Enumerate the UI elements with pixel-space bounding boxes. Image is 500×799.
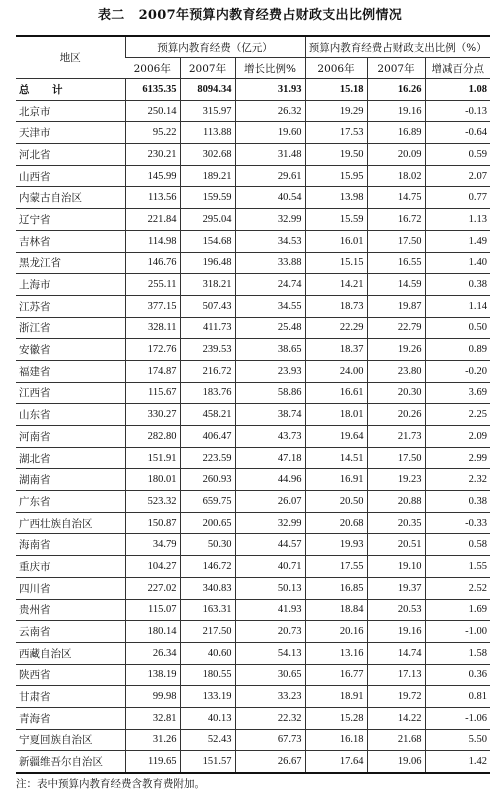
region-cell: 北京市 [16, 100, 125, 122]
value-cell: 26.32 [235, 100, 305, 122]
region-cell: 上海市 [16, 274, 125, 296]
value-cell: 315.97 [180, 100, 235, 122]
value-cell: -1.06 [425, 707, 490, 729]
header-budget-2006: 2006年 [125, 58, 180, 79]
value-cell: 19.23 [367, 469, 425, 491]
value-cell: 659.75 [180, 491, 235, 513]
table-row [16, 230, 490, 252]
value-cell: 19.93 [305, 534, 367, 556]
table-title [0, 4, 500, 23]
value-cell: 17.64 [305, 751, 367, 773]
value-cell: 172.76 [125, 339, 180, 361]
value-cell: 2.52 [425, 577, 490, 599]
value-cell: 20.88 [367, 491, 425, 513]
region-cell: 云南省 [16, 621, 125, 643]
value-cell: 19.16 [367, 100, 425, 122]
value-cell: 67.73 [235, 729, 305, 751]
value-cell: 20.09 [367, 144, 425, 166]
value-cell: 0.38 [425, 274, 490, 296]
header-row-1 [16, 36, 490, 58]
value-cell: 19.64 [305, 426, 367, 448]
value-cell: 330.27 [125, 404, 180, 426]
value-cell: 50.30 [180, 534, 235, 556]
value-cell: 20.26 [367, 404, 425, 426]
value-cell: 34.79 [125, 534, 180, 556]
value-cell: 26.07 [235, 491, 305, 513]
value-cell: 13.16 [305, 642, 367, 664]
value-cell: -0.20 [425, 360, 490, 382]
value-cell: 31.93 [235, 79, 305, 101]
value-cell: 19.37 [367, 577, 425, 599]
region-cell: 甘肃省 [16, 686, 125, 708]
value-cell: 20.30 [367, 382, 425, 404]
table-row [16, 534, 490, 556]
region-cell: 黑龙江省 [16, 252, 125, 274]
value-cell: 0.89 [425, 339, 490, 361]
region-cell: 四川省 [16, 577, 125, 599]
value-cell: 32.99 [235, 209, 305, 231]
region-cell: 海南省 [16, 534, 125, 556]
value-cell: 1.42 [425, 751, 490, 773]
value-cell: 15.15 [305, 252, 367, 274]
value-cell: 1.14 [425, 295, 490, 317]
value-cell: 458.21 [180, 404, 235, 426]
header-budget-group: 预算内教育经费（亿元） [125, 36, 305, 58]
value-cell: 25.48 [235, 317, 305, 339]
value-cell: 33.23 [235, 686, 305, 708]
table-row [16, 252, 490, 274]
value-cell: 16.85 [305, 577, 367, 599]
value-cell: 16.01 [305, 230, 367, 252]
table-row [16, 729, 490, 751]
table-row [16, 426, 490, 448]
table-row [16, 382, 490, 404]
header-ratio-group: 预算内教育经费占财政支出比例（%） [305, 36, 490, 58]
value-cell: 19.29 [305, 100, 367, 122]
value-cell: 115.07 [125, 599, 180, 621]
value-cell: -0.64 [425, 122, 490, 144]
table-row [16, 100, 490, 122]
value-cell: 1.55 [425, 556, 490, 578]
value-cell: 38.74 [235, 404, 305, 426]
value-cell: 377.15 [125, 295, 180, 317]
value-cell: 20.51 [367, 534, 425, 556]
value-cell: 17.50 [367, 447, 425, 469]
table-body [16, 79, 490, 774]
value-cell: 2.99 [425, 447, 490, 469]
header-budget-growth: 增长比例% [235, 58, 305, 79]
value-cell: 255.11 [125, 274, 180, 296]
table-row [16, 339, 490, 361]
value-cell: 23.80 [367, 360, 425, 382]
value-cell: 18.01 [305, 404, 367, 426]
value-cell: 180.14 [125, 621, 180, 643]
value-cell: 43.73 [235, 426, 305, 448]
value-cell: 20.53 [367, 599, 425, 621]
value-cell: 159.59 [180, 187, 235, 209]
region-cell: 河北省 [16, 144, 125, 166]
value-cell: 138.19 [125, 664, 180, 686]
value-cell: 146.76 [125, 252, 180, 274]
value-cell: 0.81 [425, 686, 490, 708]
value-cell: 1.08 [425, 79, 490, 101]
region-cell: 青海省 [16, 707, 125, 729]
value-cell: 0.36 [425, 664, 490, 686]
value-cell: 22.79 [367, 317, 425, 339]
region-cell: 宁夏回族自治区 [16, 729, 125, 751]
value-cell: 318.21 [180, 274, 235, 296]
region-cell: 广东省 [16, 491, 125, 513]
value-cell: 411.73 [180, 317, 235, 339]
value-cell: 115.67 [125, 382, 180, 404]
value-cell: 17.50 [367, 230, 425, 252]
table-row [16, 295, 490, 317]
region-cell: 西藏自治区 [16, 642, 125, 664]
value-cell: 30.65 [235, 664, 305, 686]
value-cell: 19.16 [367, 621, 425, 643]
value-cell: 14.59 [367, 274, 425, 296]
value-cell: 223.59 [180, 447, 235, 469]
value-cell: 31.48 [235, 144, 305, 166]
value-cell: 16.61 [305, 382, 367, 404]
value-cell: 113.56 [125, 187, 180, 209]
value-cell: -0.13 [425, 100, 490, 122]
value-cell: 16.55 [367, 252, 425, 274]
value-cell: 406.47 [180, 426, 235, 448]
value-cell: 340.83 [180, 577, 235, 599]
value-cell: 17.13 [367, 664, 425, 686]
value-cell: 174.87 [125, 360, 180, 382]
region-cell: 广西壮族自治区 [16, 512, 125, 534]
value-cell: 20.68 [305, 512, 367, 534]
region-cell: 福建省 [16, 360, 125, 382]
header-budget-2007: 2007年 [180, 58, 235, 79]
table-row [16, 491, 490, 513]
table-row [16, 642, 490, 664]
region-cell: 安徽省 [16, 339, 125, 361]
value-cell: 54.13 [235, 642, 305, 664]
value-cell: 2.09 [425, 426, 490, 448]
value-cell: 14.51 [305, 447, 367, 469]
value-cell: 22.29 [305, 317, 367, 339]
table-row [16, 404, 490, 426]
value-cell: 18.91 [305, 686, 367, 708]
value-cell: 20.73 [235, 621, 305, 643]
value-cell: 0.59 [425, 144, 490, 166]
value-cell: 15.95 [305, 165, 367, 187]
value-cell: 19.87 [367, 295, 425, 317]
table-row [16, 664, 490, 686]
table-row [16, 686, 490, 708]
value-cell: 0.77 [425, 187, 490, 209]
value-cell: 40.60 [180, 642, 235, 664]
value-cell: 19.10 [367, 556, 425, 578]
value-cell: 26.34 [125, 642, 180, 664]
value-cell: 23.93 [235, 360, 305, 382]
value-cell: 295.04 [180, 209, 235, 231]
value-cell: 145.99 [125, 165, 180, 187]
value-cell: 16.77 [305, 664, 367, 686]
value-cell: 1.58 [425, 642, 490, 664]
value-cell: 34.55 [235, 295, 305, 317]
value-cell: 19.06 [367, 751, 425, 773]
value-cell: 217.50 [180, 621, 235, 643]
value-cell: 18.73 [305, 295, 367, 317]
table-row [16, 274, 490, 296]
region-cell: 吉林省 [16, 230, 125, 252]
region-cell: 天津市 [16, 122, 125, 144]
value-cell: 328.11 [125, 317, 180, 339]
value-cell: 2.07 [425, 165, 490, 187]
value-cell: 1.49 [425, 230, 490, 252]
value-cell: 18.37 [305, 339, 367, 361]
value-cell: 104.27 [125, 556, 180, 578]
region-cell: 湖北省 [16, 447, 125, 469]
value-cell: 227.02 [125, 577, 180, 599]
value-cell: 0.58 [425, 534, 490, 556]
value-cell: 230.21 [125, 144, 180, 166]
value-cell: 19.50 [305, 144, 367, 166]
value-cell: 302.68 [180, 144, 235, 166]
value-cell: 133.19 [180, 686, 235, 708]
value-cell: 239.53 [180, 339, 235, 361]
region-cell: 江苏省 [16, 295, 125, 317]
table-row [16, 209, 490, 231]
value-cell: 15.18 [305, 79, 367, 101]
value-cell: 34.53 [235, 230, 305, 252]
table-row [16, 621, 490, 643]
value-cell: 19.60 [235, 122, 305, 144]
table-row [16, 122, 490, 144]
region-cell: 湖南省 [16, 469, 125, 491]
value-cell: 2.32 [425, 469, 490, 491]
value-cell: 18.02 [367, 165, 425, 187]
value-cell: 13.98 [305, 187, 367, 209]
value-cell: 33.88 [235, 252, 305, 274]
value-cell: 41.93 [235, 599, 305, 621]
value-cell: 0.38 [425, 491, 490, 513]
header-region: 地区 [16, 36, 125, 79]
value-cell: 44.96 [235, 469, 305, 491]
region-cell: 新疆维吾尔自治区 [16, 751, 125, 773]
value-cell: -0.33 [425, 512, 490, 534]
value-cell: 507.43 [180, 295, 235, 317]
table-caption: 2007年预算内教育经费占财政支出比例情况 [138, 8, 403, 23]
value-cell: 16.18 [305, 729, 367, 751]
value-cell: 95.22 [125, 122, 180, 144]
region-cell: 江西省 [16, 382, 125, 404]
value-cell: 180.01 [125, 469, 180, 491]
value-cell: 1.13 [425, 209, 490, 231]
region-cell: 山东省 [16, 404, 125, 426]
value-cell: 5.50 [425, 729, 490, 751]
value-cell: 114.98 [125, 230, 180, 252]
value-cell: -1.00 [425, 621, 490, 643]
value-cell: 14.74 [367, 642, 425, 664]
value-cell: 21.73 [367, 426, 425, 448]
value-cell: 2.25 [425, 404, 490, 426]
table-row [16, 577, 490, 599]
value-cell: 31.26 [125, 729, 180, 751]
value-cell: 29.61 [235, 165, 305, 187]
table-row [16, 469, 490, 491]
value-cell: 14.75 [367, 187, 425, 209]
table-row [16, 447, 490, 469]
value-cell: 150.87 [125, 512, 180, 534]
region-cell: 河南省 [16, 426, 125, 448]
value-cell: 3.69 [425, 382, 490, 404]
region-cell: 总 计 [16, 79, 125, 101]
value-cell: 17.55 [305, 556, 367, 578]
value-cell: 154.68 [180, 230, 235, 252]
value-cell: 40.54 [235, 187, 305, 209]
value-cell: 15.28 [305, 707, 367, 729]
value-cell: 216.72 [180, 360, 235, 382]
region-cell: 浙江省 [16, 317, 125, 339]
value-cell: 180.55 [180, 664, 235, 686]
value-cell: 151.91 [125, 447, 180, 469]
region-cell: 重庆市 [16, 556, 125, 578]
footnote: 注：表中预算内教育经费含教育费附加。 [16, 778, 205, 790]
value-cell: 20.35 [367, 512, 425, 534]
value-cell: 189.21 [180, 165, 235, 187]
value-cell: 19.26 [367, 339, 425, 361]
value-cell: 8094.34 [180, 79, 235, 101]
value-cell: 50.13 [235, 577, 305, 599]
value-cell: 1.40 [425, 252, 490, 274]
value-cell: 58.86 [235, 382, 305, 404]
value-cell: 24.74 [235, 274, 305, 296]
table-row [16, 512, 490, 534]
value-cell: 17.53 [305, 122, 367, 144]
value-cell: 52.43 [180, 729, 235, 751]
value-cell: 14.22 [367, 707, 425, 729]
value-cell: 40.71 [235, 556, 305, 578]
value-cell: 282.80 [125, 426, 180, 448]
table-row [16, 751, 490, 773]
value-cell: 6135.35 [125, 79, 180, 101]
value-cell: 16.26 [367, 79, 425, 101]
region-cell: 贵州省 [16, 599, 125, 621]
region-cell: 陕西省 [16, 664, 125, 686]
value-cell: 14.21 [305, 274, 367, 296]
table-number: 表二 [97, 8, 125, 23]
value-cell: 183.76 [180, 382, 235, 404]
value-cell: 18.84 [305, 599, 367, 621]
value-cell: 196.48 [180, 252, 235, 274]
total-row [16, 79, 490, 101]
value-cell: 260.93 [180, 469, 235, 491]
value-cell: 15.59 [305, 209, 367, 231]
value-cell: 0.50 [425, 317, 490, 339]
value-cell: 32.99 [235, 512, 305, 534]
table-row [16, 556, 490, 578]
value-cell: 16.89 [367, 122, 425, 144]
table-row [16, 360, 490, 382]
value-cell: 21.68 [367, 729, 425, 751]
region-cell: 内蒙古自治区 [16, 187, 125, 209]
header-ratio-change: 增减百分点 [425, 58, 490, 79]
value-cell: 16.72 [367, 209, 425, 231]
value-cell: 26.67 [235, 751, 305, 773]
value-cell: 20.16 [305, 621, 367, 643]
value-cell: 24.00 [305, 360, 367, 382]
table-row [16, 317, 490, 339]
header-ratio-2007: 2007年 [367, 58, 425, 79]
value-cell: 99.98 [125, 686, 180, 708]
value-cell: 32.81 [125, 707, 180, 729]
region-cell: 山西省 [16, 165, 125, 187]
region-cell: 辽宁省 [16, 209, 125, 231]
header-ratio-2006: 2006年 [305, 58, 367, 79]
value-cell: 1.69 [425, 599, 490, 621]
table-row [16, 187, 490, 209]
table-row [16, 599, 490, 621]
value-cell: 200.65 [180, 512, 235, 534]
value-cell: 250.14 [125, 100, 180, 122]
education-budget-table [16, 35, 490, 774]
value-cell: 16.91 [305, 469, 367, 491]
value-cell: 22.32 [235, 707, 305, 729]
value-cell: 40.13 [180, 707, 235, 729]
table-row [16, 144, 490, 166]
value-cell: 44.57 [235, 534, 305, 556]
table-row [16, 707, 490, 729]
value-cell: 20.50 [305, 491, 367, 513]
value-cell: 47.18 [235, 447, 305, 469]
value-cell: 38.65 [235, 339, 305, 361]
table-row [16, 165, 490, 187]
value-cell: 113.88 [180, 122, 235, 144]
value-cell: 119.65 [125, 751, 180, 773]
value-cell: 221.84 [125, 209, 180, 231]
value-cell: 151.57 [180, 751, 235, 773]
value-cell: 163.31 [180, 599, 235, 621]
value-cell: 19.72 [367, 686, 425, 708]
value-cell: 146.72 [180, 556, 235, 578]
value-cell: 523.32 [125, 491, 180, 513]
